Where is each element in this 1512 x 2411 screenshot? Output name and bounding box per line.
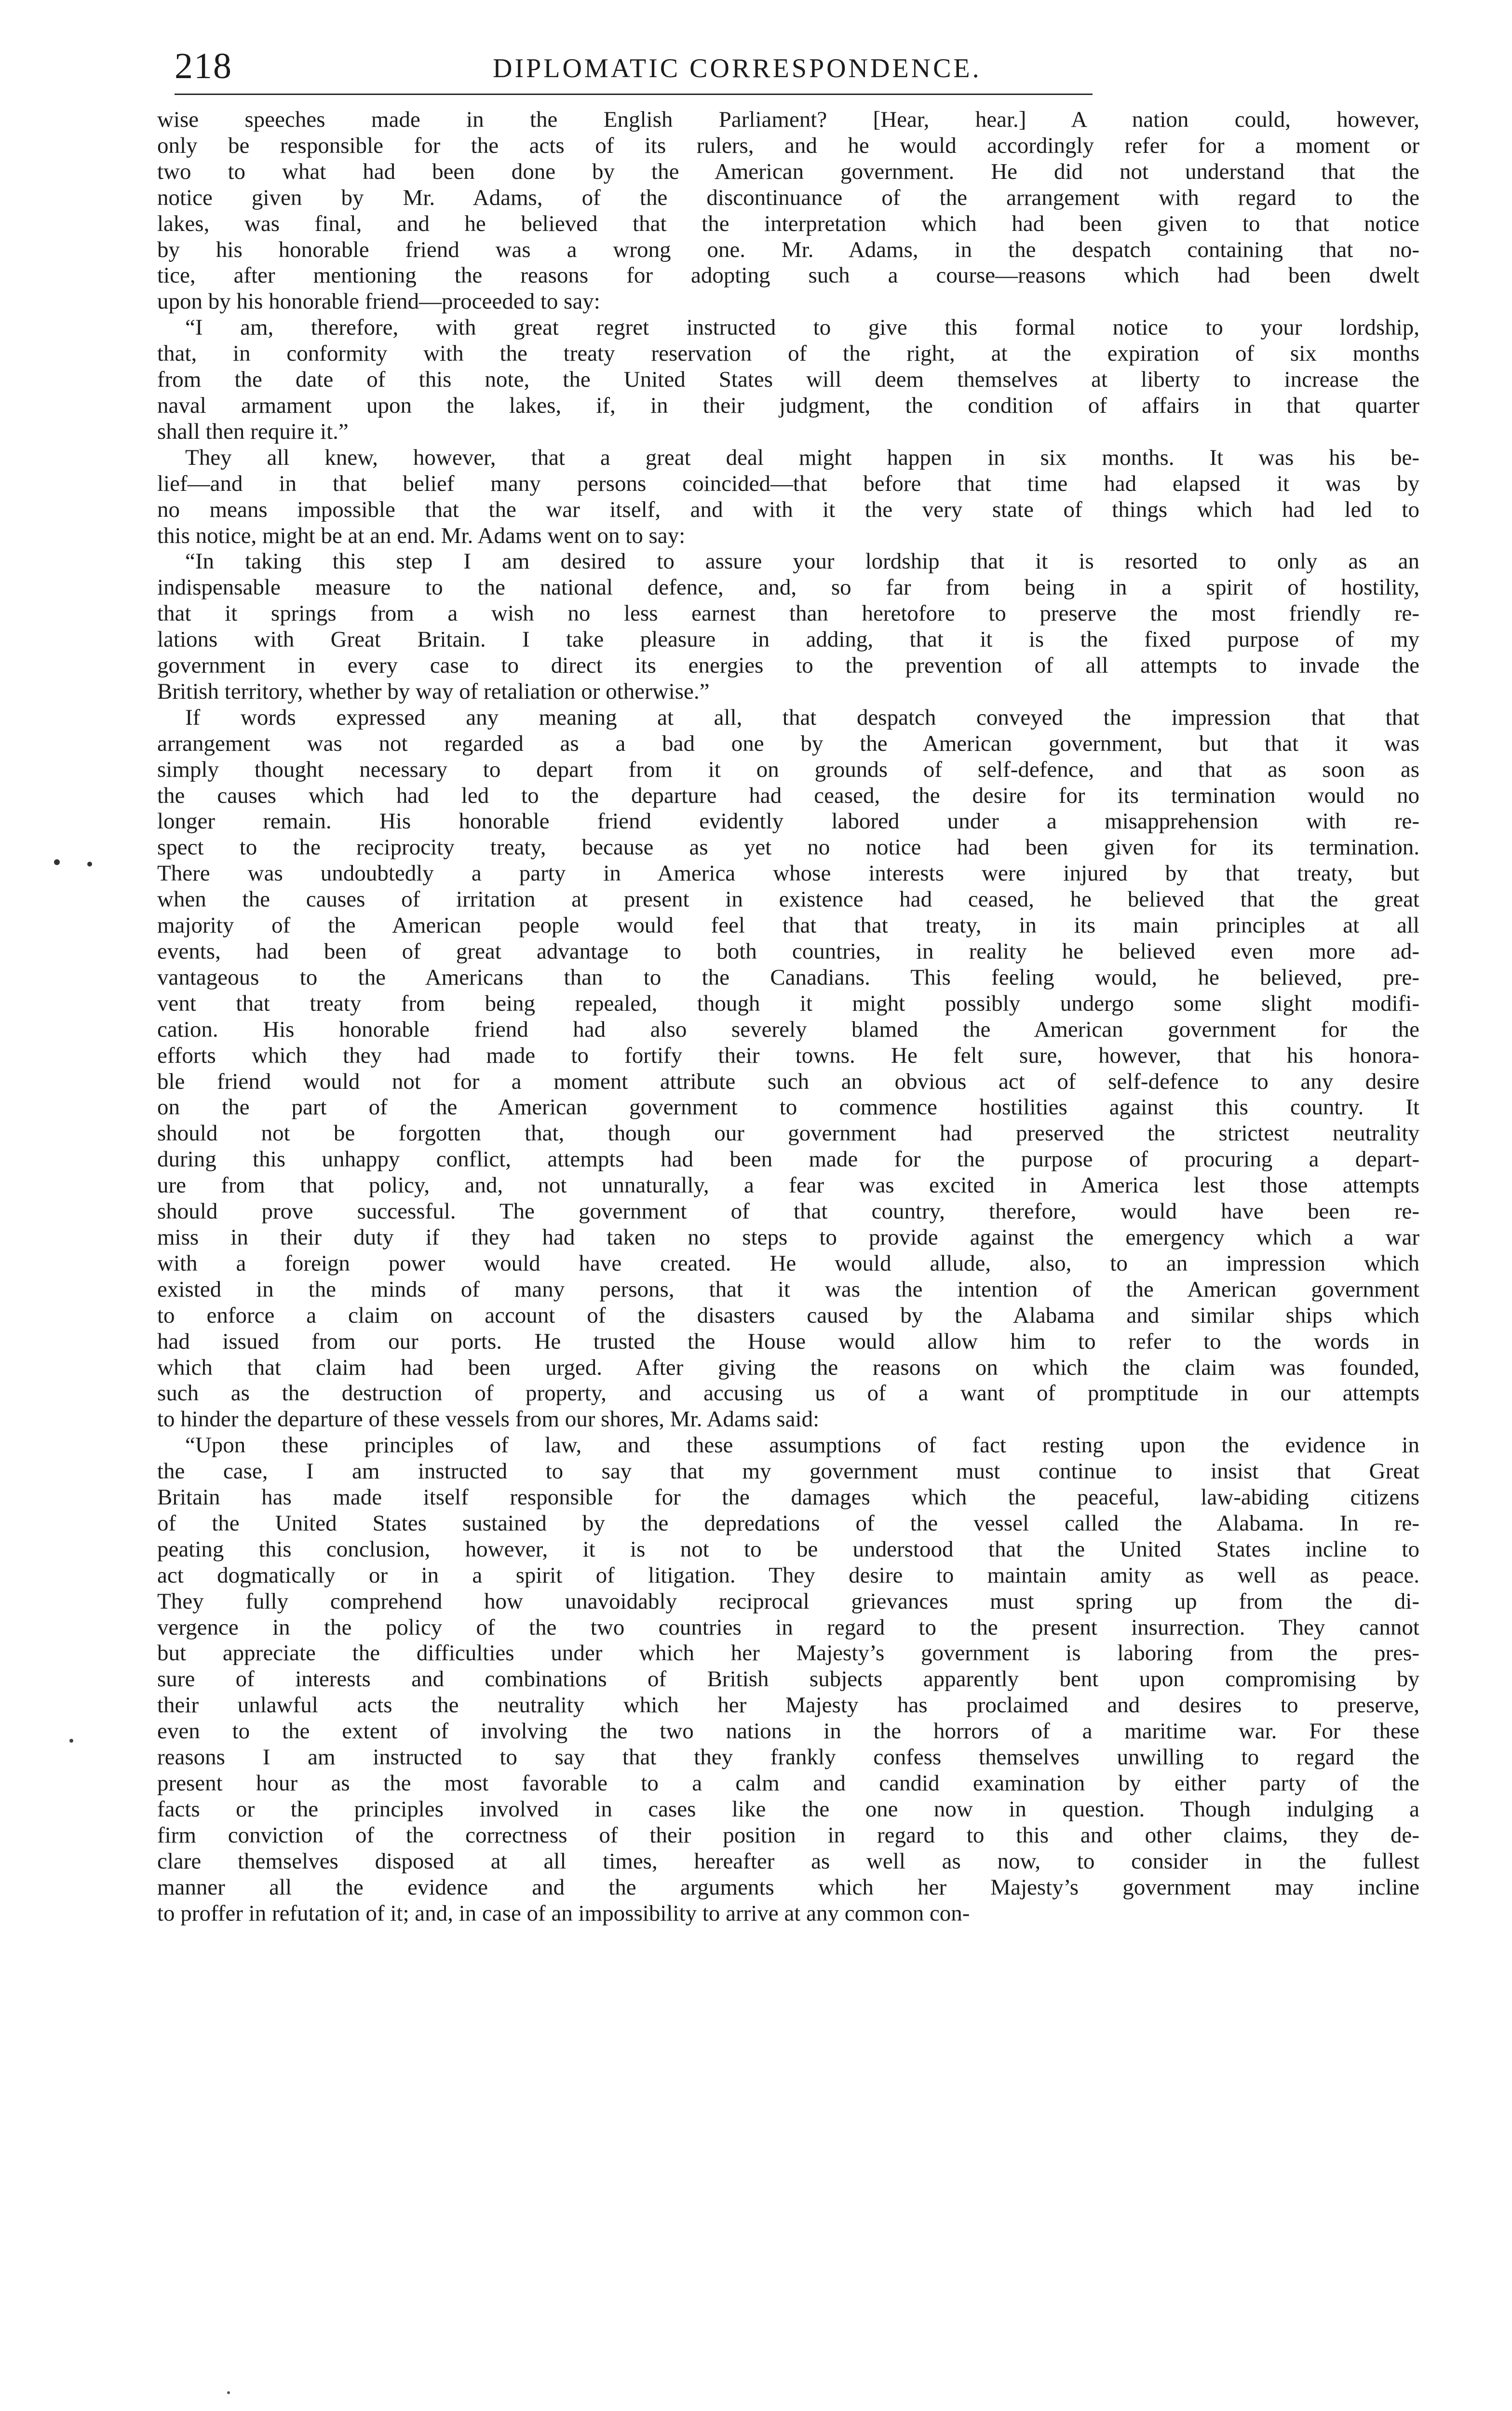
text-line: There was undoubtedly a party in America whose interests were injured by that treaty, but	[157, 861, 1419, 886]
text-line: efforts which they had made to fortify their towns. He felt sure, however, that his honora-	[157, 1043, 1419, 1068]
text-line: their unlawful acts the neutrality which her Majesty has proclaimed and desires to preserve,	[157, 1693, 1419, 1718]
text-line: majority of the American people would feel that that treaty, in its main principles at all	[157, 913, 1419, 938]
text-line: by his honorable friend was a wrong one. Mr. Adams, in the despatch containing that no-	[157, 237, 1419, 262]
text-line: which that claim had been urged. After giving the reasons on which the claim was founded,	[157, 1354, 1419, 1380]
text-line: events, had been of great advantage to both countries, in reality he believed even more ad-	[157, 939, 1419, 964]
text-line: ble friend would not for a moment attribute such an obvious act of self-defence to any desire	[157, 1069, 1419, 1094]
text-line: lakes, was final, and he believed that the interpretation which had been given to that notice	[157, 211, 1419, 236]
text-line: ure from that policy, and, not unnaturally, a fear was excited in America lest those attempts	[157, 1173, 1419, 1198]
text-line: existed in the minds of many persons, that it was the intention of the American government	[157, 1276, 1419, 1302]
text-line: firm conviction of the correctness of their position in regard to this and other claims, they de-	[157, 1822, 1419, 1848]
paragraph	[157, 549, 1419, 704]
text-line: to enforce a claim on account of the disasters caused by the Alabama and similar ships which	[157, 1302, 1419, 1328]
ink-speck	[87, 862, 92, 867]
text-line: present hour as the most favorable to a calm and candid examination by either party of the	[157, 1771, 1419, 1796]
text-line: to hinder the departure of these vessels from our shores, Mr. Adams said:	[157, 1407, 820, 1432]
paragraph	[157, 315, 1419, 445]
text-line: this notice, might be at an end. Mr. Adams went on to say:	[157, 523, 686, 548]
paragraph	[157, 445, 1419, 549]
text-line: indispensable measure to the national defence, and, so far from being in a spirit of hostility,	[157, 575, 1419, 600]
text-line: only be responsible for the acts of its rulers, and he would accordingly refer for a moment or	[157, 133, 1419, 158]
text-line: vent that treaty from being repealed, though it might possibly undergo some slight modifi-	[157, 990, 1419, 1016]
text-line: that, in conformity with the treaty reservation of the right, at the expiration of six months	[157, 341, 1419, 366]
text-line: cation. His honorable friend had also severely blamed the American government for the	[157, 1016, 1419, 1042]
text-line: “In taking this step I am desired to assure your lordship that it is resorted to only as an	[185, 549, 1419, 574]
text-line: arrangement was not regarded as a bad one by the American government, but that it was	[157, 731, 1419, 756]
text-line: notice given by Mr. Adams, of the discontinuance of the arrangement with regard to the	[157, 185, 1419, 210]
ink-speck	[227, 2391, 230, 2394]
running-title: DIPLOMATIC CORRESPONDENCE.	[493, 54, 982, 83]
text-line: tice, after mentioning the reasons for adopting such a course—reasons which had been dwelt	[157, 263, 1419, 288]
text-line: They fully comprehend how unavoidably reciprocal grievances must spring up from the di-	[157, 1588, 1419, 1614]
text-line: to proffer in refutation of it; and, in case of an impossibility to arrive at any common con-	[157, 1900, 970, 1926]
text-line: peating this conclusion, however, it is not to be understood that the United States incline to	[157, 1536, 1419, 1562]
paragraph	[157, 107, 1419, 315]
text-line: that it springs from a wish no less earnest than heretofore to preserve the most friendly re-	[157, 601, 1419, 626]
text-line: no means impossible that the war itself, and with it the very state of things which had led to	[157, 497, 1419, 522]
paragraph	[157, 705, 1419, 1433]
text-line: should prove successful. The government of that country, therefore, would have been re-	[157, 1199, 1419, 1224]
text-line: even to the extent of involving the two nations in the horrors of a maritime war. For these	[157, 1719, 1419, 1744]
text-line: Britain has made itself responsible for the damages which the peaceful, law-abiding citizens	[157, 1485, 1419, 1510]
text-line: such as the destruction of property, and accusing us of a want of promptitude in our attempts	[157, 1381, 1419, 1406]
text-line: from the date of this note, the United States will deem themselves at liberty to increase the	[157, 367, 1419, 393]
text-line: the causes which had led to the departure had ceased, the desire for its termination would no	[157, 783, 1419, 808]
text-line: They all knew, however, that a great deal might happen in six months. It was his be-	[185, 445, 1419, 470]
text-line: when the causes of irritation at present in existence had ceased, he believed that the great	[157, 887, 1419, 912]
text-line: “I am, therefore, with great regret instructed to give this formal notice to your lordship,	[185, 315, 1419, 340]
ink-speck	[54, 859, 60, 865]
text-line: miss in their duty if they had taken no steps to provide against the emergency which a war	[157, 1224, 1419, 1250]
text-line: shall then require it.”	[157, 419, 349, 444]
text-line: facts or the principles involved in cases like the one now in question. Though indulging a	[157, 1796, 1419, 1822]
text-line: clare themselves disposed at all times, hereafter as well as now, to consider in the fullest	[157, 1848, 1419, 1874]
ink-speck	[69, 1739, 73, 1743]
text-line: had issued from our ports. He trusted the House would allow him to refer to the words in	[157, 1328, 1419, 1354]
text-line: sure of interests and combinations of British subjects apparently bent upon compromising by	[157, 1666, 1419, 1692]
text-line: lief—and in that belief many persons coincided—that before that time had elapsed it was by	[157, 471, 1419, 496]
text-line: of the United States sustained by the depredations of the vessel called the Alabama. In re-	[157, 1510, 1419, 1536]
text-line: government in every case to direct its energies to the prevention of all attempts to invade the	[157, 653, 1419, 678]
text-line: with a foreign power would have created. He would allude, also, to an impression which	[157, 1250, 1419, 1276]
text-line: during this unhappy conflict, attempts had been made for the purpose of procuring a depart-	[157, 1147, 1419, 1172]
text-line: upon by his honorable friend—proceeded to say:	[157, 289, 600, 314]
body-text	[157, 107, 1419, 1926]
text-line: naval armament upon the lakes, if, in their judgment, the condition of affairs in that quarter	[157, 393, 1419, 418]
text-line: should not be forgotten that, though our government had preserved the strictest neutrality	[157, 1121, 1419, 1146]
text-line: longer remain. His honorable friend evidently labored under a misapprehension with re-	[157, 809, 1419, 834]
text-line: reasons I am instructed to say that they frankly confess themselves unwilling to regard the	[157, 1745, 1419, 1770]
text-line: spect to the reciprocity treaty, because as yet no notice had been given for its termination.	[157, 835, 1419, 860]
text-line: British territory, whether by way of retaliation or otherwise.”	[157, 678, 710, 704]
text-line: lations with Great Britain. I take pleasure in adding, that it is the fixed purpose of my	[157, 627, 1419, 652]
page-number: 218	[175, 46, 232, 86]
text-line: the case, I am instructed to say that my government must continue to insist that Great	[157, 1459, 1419, 1484]
text-line: “Upon these principles of law, and these assumptions of fact resting upon the evidence in	[185, 1433, 1419, 1458]
text-line: but appreciate the difficulties under which her Majesty’s government is laboring from the pres-	[157, 1640, 1419, 1666]
text-line: act dogmatically or in a spirit of litigation. They desire to maintain amity as well as peace.	[157, 1562, 1419, 1588]
text-line: vantageous to the Americans than to the Canadians. This feeling would, he believed, pre-	[157, 964, 1419, 990]
text-line: If words expressed any meaning at all, that despatch conveyed the impression that that	[185, 704, 1419, 730]
paragraph	[157, 1433, 1419, 1926]
text-line: two to what had been done by the American government. He did not understand that the	[157, 159, 1419, 184]
text-line: vergence in the policy of the two countries in regard to the present insurrection. They cannot	[157, 1614, 1419, 1640]
text-line: simply thought necessary to depart from it on grounds of self-defence, and that as soon as	[157, 757, 1419, 782]
text-line: wise speeches made in the English Parliament? [Hear, hear.] A nation could, however,	[157, 107, 1419, 132]
text-line: manner all the evidence and the arguments which her Majesty’s government may incline	[157, 1874, 1419, 1900]
page-header	[175, 41, 1093, 95]
text-line: on the part of the American government to commence hostilities against this country. It	[157, 1095, 1419, 1120]
